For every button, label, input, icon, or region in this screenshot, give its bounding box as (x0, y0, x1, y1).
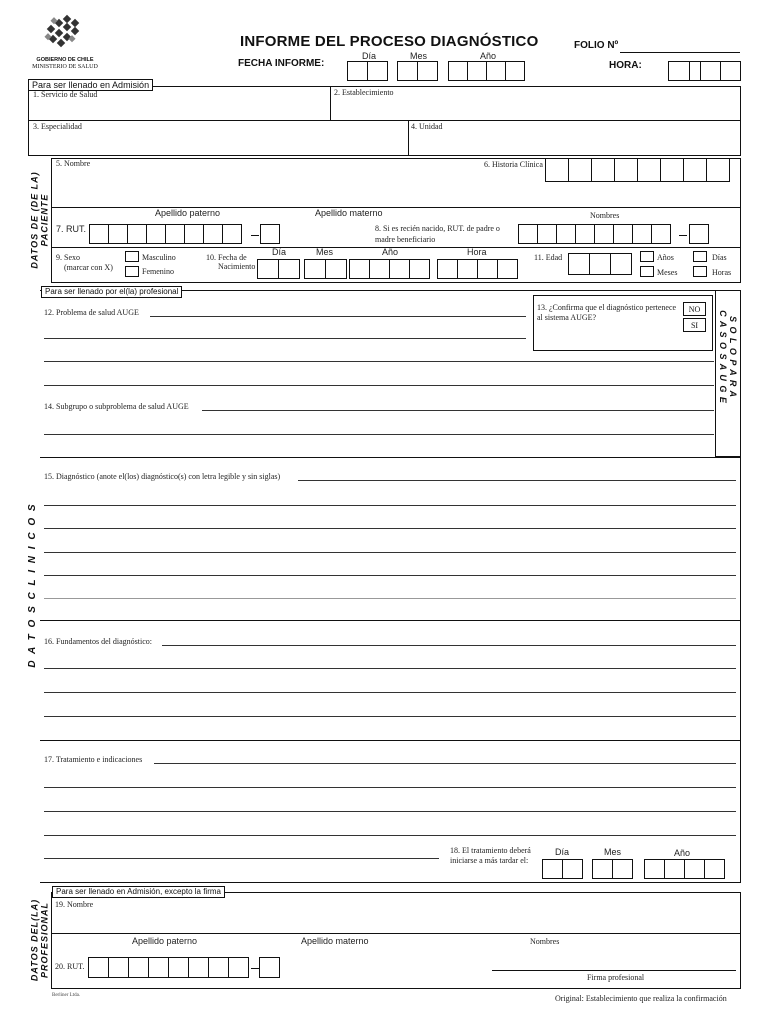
inicio-mes-boxes[interactable] (593, 859, 633, 879)
rut-dv-box[interactable] (261, 224, 280, 244)
paciente-side-panel (28, 158, 52, 283)
meses-checkbox[interactable] (640, 266, 654, 277)
tratamiento-line-2[interactable] (44, 787, 736, 788)
rut-padre-label-2: madre beneficiario (375, 235, 436, 244)
clinicos-tag: Para ser llenado por el(la) profesional (41, 286, 182, 298)
fecha-nac-label-2: Nacimiento (218, 262, 256, 271)
copy-destination: Original: Establecimiento que realiza la confirmación (555, 994, 727, 1003)
fundamentos-label: 16. Fundamentos del diagnóstico: (44, 637, 152, 646)
nac-dia-label: Día (272, 247, 287, 257)
profesional-side-label: DATOS DEL(LA) PROFESIONAL (29, 898, 50, 982)
rut-dash (251, 235, 259, 236)
subgrupo-auge-label: 14. Subgrupo o subproblema de salud AUGE (44, 402, 189, 411)
hora-label: HORA: (609, 60, 642, 71)
inicio-dia-label: Día (555, 847, 570, 857)
fecha-mes-label: Mes (410, 51, 428, 61)
subgrupo-auge-field[interactable] (202, 410, 714, 411)
prof-nombres-label: Nombres (530, 937, 560, 946)
historia-clinica-boxes[interactable] (546, 158, 730, 182)
prof-apellido-paterno-label: Apellido paterno (132, 936, 198, 946)
problema-auge-line-2[interactable] (44, 338, 526, 339)
confirma-auge-label-1: 13. ¿Confirma que el diagnóstico pertenece (537, 303, 677, 312)
paciente-side-label: DATOS DE (DE LA) PACIENTE (29, 171, 50, 269)
diagnostico-label: 15. Diagnóstico (anote el(los) diagnóstico(s) con letra legible y sin siglas) (44, 472, 281, 481)
inicio-dia-boxes[interactable] (543, 859, 583, 879)
admision-vsep-2 (408, 120, 409, 156)
sexo-label-1: 9. Sexo (56, 253, 80, 262)
admision-divider (28, 120, 741, 121)
prof-rut-dash (251, 968, 259, 969)
problema-auge-line-4[interactable] (44, 385, 714, 386)
subgrupo-auge-line-2[interactable] (44, 434, 714, 435)
rut-padre-dv-box[interactable] (690, 224, 709, 244)
unidad-label: 4. Unidad (411, 122, 443, 131)
nombre-profesional-line[interactable] (51, 933, 741, 934)
fundamentos-field[interactable] (162, 645, 736, 646)
profesional-side-panel (28, 892, 52, 989)
inicio-mes-label: Mes (604, 847, 622, 857)
fundamentos-line-4[interactable] (44, 716, 736, 717)
diagnostico-line-6[interactable] (44, 598, 736, 599)
fecha-anio-boxes[interactable] (449, 61, 525, 81)
gobierno-logo-icon (42, 14, 88, 58)
diagnostico-line-2[interactable] (44, 505, 736, 506)
tratamiento-field[interactable] (154, 763, 736, 764)
nac-mes-boxes[interactable] (305, 259, 347, 279)
nac-anio-boxes[interactable] (350, 259, 430, 279)
dias-checkbox[interactable] (693, 251, 707, 262)
horas-label: Horas (712, 268, 732, 277)
apellido-paterno-label: Apellido paterno (155, 208, 221, 218)
meses-label: Meses (657, 268, 678, 277)
problema-auge-line-3[interactable] (44, 361, 714, 362)
historia-clinica-label: 6. Historia Clínica (484, 160, 543, 169)
hora-mm-boxes[interactable] (701, 61, 741, 81)
nac-hora-label: Hora (467, 247, 487, 257)
tratamiento-line-4[interactable] (44, 835, 736, 836)
page-title: INFORME DEL PROCESO DIAGNÓSTICO (240, 33, 539, 50)
fecha-dia-label: Día (362, 51, 377, 61)
folio-label: FOLIO Nº (574, 40, 619, 51)
establecimiento-label: 2. Establecimiento (334, 88, 394, 97)
firma-line[interactable] (492, 970, 736, 971)
org-ministry: MINISTERIO DE SALUD (32, 64, 98, 70)
fecha-informe-label: FECHA INFORME: (238, 58, 325, 69)
dias-label: Días (712, 253, 727, 262)
sexo-label-2: (marcar con X) (64, 263, 113, 272)
prof-rut-boxes[interactable] (89, 957, 249, 978)
rut-padre-dash (679, 235, 687, 236)
fundamentos-divider (40, 620, 741, 621)
printer-credit: Berliner Ltda. (52, 993, 81, 998)
tratamiento-line-5[interactable] (44, 858, 439, 859)
confirma-auge-label-2: al sistema AUGE? (537, 313, 597, 322)
clinicos-frame (28, 290, 741, 883)
org-name: GOBIERNO DE CHILE (36, 57, 94, 63)
inicio-tratamiento-label-2: iniciarse a más tardar el: (450, 856, 529, 865)
rut-padre-boxes[interactable] (519, 224, 671, 244)
nombre-profesional-label: 19. Nombre (55, 900, 94, 909)
rut-label: 7. RUT. (56, 224, 87, 234)
femenino-label: Femenino (142, 267, 174, 276)
diagnostico-divider (40, 457, 741, 458)
masculino-checkbox[interactable] (125, 251, 139, 262)
fecha-nac-label-1: 10. Fecha de (206, 253, 247, 262)
firma-label: Firma profesional (587, 973, 645, 982)
problema-auge-field[interactable] (150, 316, 526, 317)
edad-boxes[interactable] (569, 253, 632, 275)
diagnostico-field[interactable] (298, 480, 736, 481)
nombre-paciente-label: 5. Nombre (56, 159, 91, 168)
folio-field[interactable] (620, 52, 740, 53)
prof-rut-dv-box[interactable] (260, 957, 280, 978)
problema-auge-label: 12. Problema de salud AUGE (44, 308, 139, 317)
inicio-anio-boxes[interactable] (645, 859, 725, 879)
fecha-dia-boxes[interactable] (348, 61, 388, 81)
diagnostico-line-4[interactable] (44, 552, 736, 553)
clinicos-side-panel (28, 290, 40, 883)
diagnostico-line-5[interactable] (44, 575, 736, 576)
horas-checkbox[interactable] (693, 266, 707, 277)
nac-mes-label: Mes (316, 247, 334, 257)
anios-label: Años (657, 253, 674, 262)
nombres-label: Nombres (590, 211, 620, 220)
clinicos-side-label: D A T O S C L I N I C O S (27, 502, 38, 668)
nac-dia-boxes[interactable] (258, 259, 300, 279)
apellido-materno-label: Apellido materno (315, 208, 383, 218)
nac-anio-label: Año (382, 247, 399, 257)
profesional-tag: Para ser llenado en Admisión, excepto la firma (52, 886, 225, 898)
fecha-mes-boxes[interactable] (398, 61, 438, 81)
admision-vsep-1 (330, 86, 331, 120)
rut-boxes[interactable] (90, 224, 242, 244)
femenino-checkbox[interactable] (125, 266, 139, 277)
rut-padre-label-1: 8. Si es recién nacido, RUT. de padre o (375, 224, 500, 233)
inicio-tratamiento-label-1: 18. El tratamiento deberá (450, 846, 531, 855)
auge-side-label: S O L O P A R A C A S O S A U G E (718, 310, 738, 404)
edad-label: 11. Edad (534, 253, 563, 262)
anios-checkbox[interactable] (640, 251, 654, 262)
prof-rut-label: 20. RUT. (55, 962, 85, 971)
prof-apellido-materno-label: Apellido materno (301, 936, 369, 946)
diagnostico-line-3[interactable] (44, 528, 736, 529)
nac-hora-boxes[interactable] (438, 259, 518, 279)
tratamiento-label: 17. Tratamiento e indicaciones (44, 755, 143, 764)
fecha-anio-label: Año (480, 51, 497, 61)
auge-si-checkbox[interactable]: SI (683, 318, 706, 332)
auge-no-checkbox[interactable]: NO (683, 302, 706, 316)
fundamentos-line-3[interactable] (44, 692, 736, 693)
especialidad-label: 3. Especialidad (33, 122, 82, 131)
tratamiento-divider (40, 740, 741, 741)
admision-tag: Para ser llenado en Admisión (28, 79, 153, 91)
servicio-salud-label: 1. Servicio de Salud (33, 90, 98, 99)
inicio-anio-label: Año (674, 848, 691, 858)
auge-side-panel (715, 290, 741, 457)
masculino-label: Masculino (142, 253, 176, 262)
fundamentos-line-2[interactable] (44, 668, 736, 669)
tratamiento-line-3[interactable] (44, 811, 736, 812)
